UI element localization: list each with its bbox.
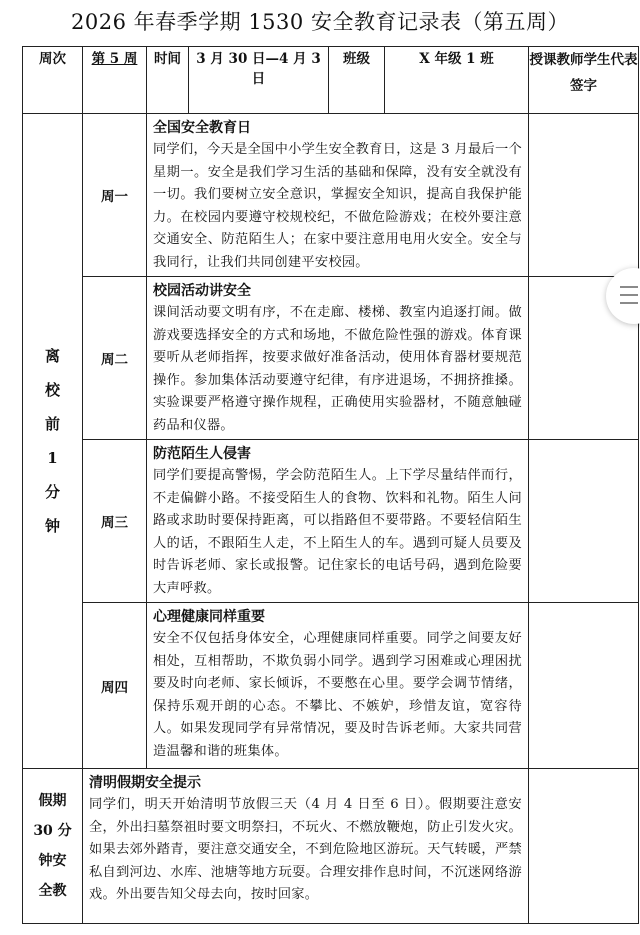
section2-line: 30 分 <box>33 823 72 839</box>
day-label-thursday: 周四 <box>83 603 147 769</box>
section1-char: 1 <box>47 449 58 467</box>
content-body: 同学们，明天开始清明节放假三天（4 月 4 日至 6 日）。假期要注意安全，外出扫墓祭祖时要文明祭扫，不玩火、不燃放鞭炮，防止引发火灾。如果去郊外踏青，要注意交通安全，不到危险地区游玩。天气转暖，严禁私自到河边、水库、池塘等地方玩耍。合理安排作息时间，不沉迷网络游戏。外出要告知父母去向，按时回家。 <box>89 797 522 902</box>
class-label: 班级 <box>329 47 385 114</box>
content-body: 同学们要提高警惕，学会防范陌生人。上下学尽量结伴而行，不走偏僻小路。不接受陌生人的食物、饮料和礼物。陌生人问路或求助时要保持距离，可以指路但不要带路。不要轻信陌生人的话，不跟陌生人走，不上陌生人的车。遇到可疑人员要及时告诉老师、家长或报警。记住家长的电话号码，遇到危险要大声呼救。 <box>153 468 522 596</box>
section1-char: 前 <box>44 415 60 433</box>
day-label-wednesday: 周三 <box>83 440 147 603</box>
signature-cell[interactable] <box>529 114 639 277</box>
section1-char: 离 <box>44 347 60 365</box>
content-body: 同学们，今天是全国中小学生安全教育日，这是 3 月最后一个星期一。安全是我们学习生活的基础和保障，没有安全就没有一切。我们要树立安全意识，掌握安全知识，提高自我保护能力。在校园内要遵守校规校纪，不做危险游戏；在校外要注意交通安全、防范陌生人；在家中要注意用电用火安全。安全与我同行，让我们共同创建平安校园。 <box>153 142 522 270</box>
signature-cell[interactable] <box>529 603 639 769</box>
signature-cell[interactable] <box>529 769 639 924</box>
day-label-tuesday: 周二 <box>83 277 147 440</box>
section1-label <box>23 114 83 769</box>
content-thursday <box>147 603 529 769</box>
section2-label <box>23 769 83 924</box>
class-value: X 年级 1 班 <box>385 47 529 114</box>
day-row <box>23 114 639 277</box>
content-tuesday <box>147 277 529 440</box>
day-label-monday: 周一 <box>83 114 147 277</box>
content-monday <box>147 114 529 277</box>
day-row <box>23 603 639 769</box>
menu-icon <box>620 286 638 310</box>
content-title: 全国安全教育日 <box>153 120 251 136</box>
day-row <box>23 277 639 440</box>
header-row <box>23 47 639 114</box>
signature-cell[interactable] <box>529 440 639 603</box>
section1-char: 校 <box>44 381 60 399</box>
content-body: 课间活动要文明有序，不在走廊、楼梯、教室内追逐打闹。做游戏要选择安全的方式和场地，不做危险性强的游戏。体育课要听从老师指挥，按要求做好准备活动，使用体育器材要规范操作。参加集体活动要遵守纪律，有序进退场，不拥挤推搡。实验课要严格遵守操作规程，正确使用实验器材，不随意触碰药品和仪器。 <box>153 305 522 433</box>
section1-char: 钟 <box>44 517 60 535</box>
week-label: 周次 <box>23 47 83 114</box>
day-row <box>23 440 639 603</box>
section1-char: 分 <box>44 483 60 501</box>
safety-record-table <box>22 46 639 924</box>
week-value: 第 5 周 <box>83 47 147 114</box>
content-title: 校园活动讲安全 <box>153 283 251 299</box>
signature-header: 授课教师学生代表签字 <box>529 47 639 114</box>
section2-line: 钟安 <box>38 853 67 869</box>
content-title: 清明假期安全提示 <box>89 775 201 791</box>
holiday-row <box>23 769 639 924</box>
time-label: 时间 <box>147 47 189 114</box>
content-title: 防范陌生人侵害 <box>153 446 251 462</box>
time-value: 3 月 30 日—4 月 3 日 <box>189 47 329 114</box>
content-body: 安全不仅包括身体安全，心理健康同样重要。同学之间要友好相处，互相帮助，不欺负弱小同学。遇到学习困难或心理困扰要及时向老师、家长倾诉，不要憋在心里。要学会调节情绪，保持乐观开朗的心态。不攀比、不嫉妒，珍惜友谊，宽容待人。如果发现同学有异常情况，要及时告诉老师。大家共同营造温馨和谐的班集体。 <box>153 631 522 759</box>
content-wednesday <box>147 440 529 603</box>
section2-line: 假期 <box>38 793 67 809</box>
content-holiday <box>83 769 529 924</box>
content-title: 心理健康同样重要 <box>153 609 265 625</box>
page-title: 2026 年春季学期 1530 安全教育记录表（第五周） <box>71 10 569 34</box>
section2-line: 全教 <box>38 883 67 899</box>
